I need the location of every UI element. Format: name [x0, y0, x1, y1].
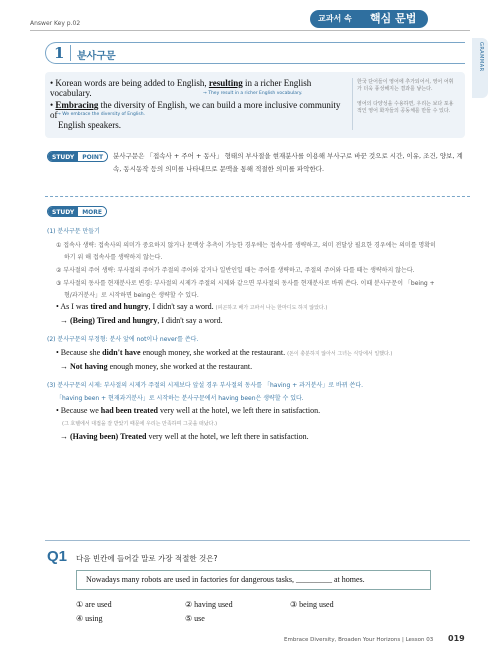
question-sentence-box: Nowadays many robots are used in factories for dangerous tasks, _________ at homes.: [76, 570, 431, 590]
rule-1-title: (1) 분사구문 만들기: [47, 228, 100, 235]
rule-1-item-2: ② 부사절의 주어 생략: 부사절의 주어가 주절의 주어와 같거나 일반인일 때는 주어를 생략하고, 주절의 주어와 다를 때는 생략하지 않는다.: [56, 267, 415, 274]
category-tab: 교과서 속: [310, 10, 360, 28]
answer-choice-4[interactable]: ④ using: [76, 614, 103, 623]
rule-1-example-rewrite: → (Being) Tired and hungry, I didn't say a word.: [60, 316, 223, 325]
topic-number: 1: [54, 44, 65, 62]
example-translation-1: 한국 단어들이 영어에 추가되어서, 영어 어휘가 더욱 풍성해지는 결과를 낳는다.: [357, 79, 454, 92]
answer-choice-3[interactable]: ③ being used: [290, 600, 334, 609]
example-translation-2: 영어의 다양성을 수용하면, 우리는 보다 포용적인 영어 화자들의 공동체를 만들 수 있다.: [357, 101, 454, 114]
answer-key-ref: Answer Key p.02: [30, 20, 81, 27]
rule-1-item-1: ① 접속사 생략: 접속사의 의미가 중요하지 않거나 문맥상 추측이 가능한 경우에는 접속사를 생략하고, 의미 전달상 필요한 경우에는 의미를 명확히: [56, 242, 436, 249]
rule-1-item-1-cont: 하기 위 해 접속사를 생략하지 않는다.: [64, 254, 163, 261]
section-divider-1: [45, 196, 470, 197]
example-sentence-2-cont: English speakers.: [58, 120, 121, 130]
rule-1-example: • As I was tired and hungry, I didn't say a word. (피곤하고 배가 고파서 나는 한마디도 하지 않았다.): [56, 302, 328, 311]
answer-choice-1[interactable]: ① are used: [76, 600, 112, 609]
study-point-text: 분사구문은 「접속사 + 주어 + 동사」 형태의 부사절을 현재분사를 이용해 부사구로 바꾼 것으로 시간, 이유, 조건, 양보, 계속, 동시동작 등의 의미를 나타내므로 문맥을 통해 적절한 의미를 파악한다.: [113, 152, 463, 173]
rule-2-example: • Because she didn't have enough money, she worked at the restaurant. (돈이 충분하지 않아서 그녀는 식당에서 일했다.): [56, 348, 393, 357]
question-number: Q1: [47, 548, 68, 565]
example-sentence-1: • Korean words are being added to English, resulting in a richer English vocabulary.: [50, 78, 312, 98]
example-gloss-2: → We embrace the diversity of English.: [57, 112, 145, 117]
topic-title: 분사구문: [77, 51, 116, 62]
rule-3-note: 「having been + 현재과거분사」로 시작하는 분사구문에서 having been은 생략할 수 있다.: [56, 395, 304, 402]
page-number: 019: [448, 634, 465, 643]
topic-separator: [70, 45, 71, 61]
answer-choice-2[interactable]: ② having used: [185, 600, 233, 609]
question-divider: [45, 540, 470, 541]
side-tab-label: GRAMMAR: [478, 42, 484, 72]
study-more-badge: STUDY MORE: [47, 206, 107, 217]
rule-2-title: (2) 분사구문의 부정형: 분사 앞에 not이나 never를 쓴다.: [47, 336, 199, 343]
header-divider: [30, 30, 470, 31]
rule-1-item-3: ③ 부사절의 동사를 현재분사로 변경: 부사절의 시제가 주절의 시제와 같으면 부사절의 동사를 현재분사로 바꿔 쓴다. 이때 분사구문이 「being +: [56, 280, 435, 287]
example-sentence-2: • Embracing the diversity of English, we can build a more inclusive community of: [50, 100, 341, 120]
rule-3-example-translation: (그 호텔에서 대접을 잘 받았기 때문에 우리는 만족하며 그곳을 떠났다.): [62, 421, 218, 427]
footer-text: Embrace Diversity, Broaden Your Horizons | Lesson 03: [284, 637, 434, 643]
rule-2-example-rewrite: → Not having enough money, she worked at the restaurant.: [60, 362, 253, 371]
answer-choice-5[interactable]: ⑤ use: [185, 614, 205, 623]
question-prompt: 다음 빈칸에 들어갈 말로 가장 적절한 것은?: [76, 554, 218, 563]
rule-1-item-3-cont: 형/과거분사」로 시작하면 being은 생략할 수 있다.: [64, 292, 199, 299]
study-point-badge: STUDY POINT: [47, 151, 108, 162]
section-tab: 핵심 문법: [358, 10, 428, 28]
example-gloss-1: → They result in a richer English vocabulary.: [203, 91, 303, 96]
rule-3-example-rewrite: → (Having been) Treated very well at the hotel, we left there in satisfaction.: [60, 432, 309, 441]
rule-3-example: • Because we had been treated very well at the hotel, we left there in satisfaction.: [56, 406, 321, 415]
rule-3-title: (3) 분사구문의 시제: 부사절의 시제가 주절의 시제보다 앞설 경우 부사절의 동사를 「having + 과거분사」로 바뀌 쓴다.: [47, 382, 364, 389]
example-divider: [352, 78, 353, 130]
